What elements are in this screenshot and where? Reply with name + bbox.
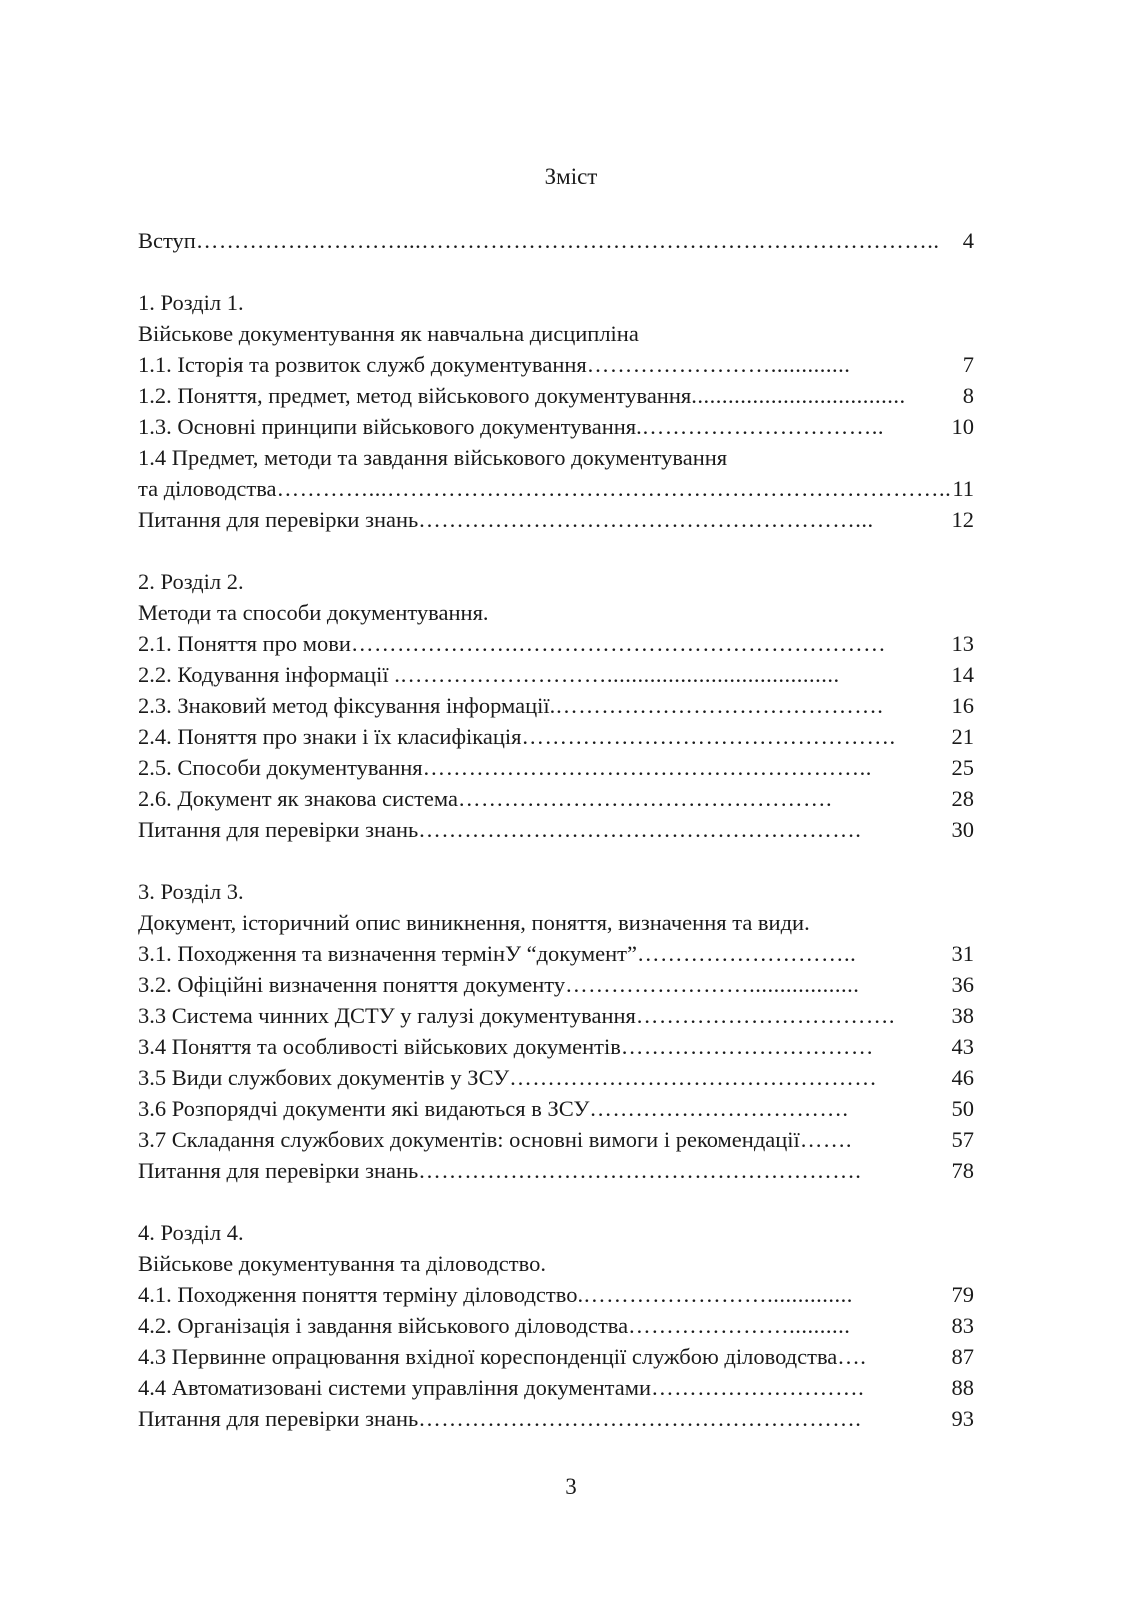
toc-entry-page: 4 xyxy=(962,228,974,253)
toc-entry-title: 3.3 Система чинних ДСТУ у галузі документування xyxy=(138,1003,636,1028)
toc-entry-page: 57 xyxy=(951,1127,974,1152)
toc-entry-page: 25 xyxy=(951,755,974,780)
toc-entry-dots: ................................... xyxy=(691,383,906,408)
toc-entry-dots: ………………………………………… xyxy=(509,1065,878,1090)
toc-entry-page: 88 xyxy=(951,1375,974,1400)
toc-entry-dots: …………………………………………………... xyxy=(418,507,874,532)
section-subtitle: Військове документування та діловодство. xyxy=(138,1251,546,1276)
toc-entry-dots: ………………………….. xyxy=(641,414,885,439)
toc-entry-title: Питання для перевірки знань xyxy=(138,1158,419,1183)
toc-entry-dots: …………………….............. xyxy=(583,1282,853,1307)
toc-entry-page: 30 xyxy=(951,817,974,842)
section-spacer xyxy=(138,845,974,876)
toc-entry-page: 10 xyxy=(951,414,974,439)
toc-entry xyxy=(138,628,974,659)
toc-entry-dots: ………………………. xyxy=(651,1375,865,1400)
toc-entry-dots: ……………………….. xyxy=(636,941,857,966)
toc-entry-title: 2.3. Знаковий метод фіксування інформації. xyxy=(138,693,556,718)
toc-entry-page: 8 xyxy=(962,383,974,408)
toc-entry xyxy=(138,411,974,442)
toc-entry-dots: ………………………...................................... xyxy=(399,662,840,687)
toc-entry-page: 83 xyxy=(951,1313,974,1338)
toc-entry xyxy=(138,690,974,721)
toc-entry-dots: …………………………………………………. xyxy=(418,1158,862,1183)
toc-entry-title: 3.7 Складання службових документів: основні вимоги і рекомендації xyxy=(138,1127,800,1152)
toc-entry-dots: …………………………………………………. xyxy=(418,1406,862,1431)
toc-entry-title: 4.4 Автоматизовані системи управління документами xyxy=(138,1375,652,1400)
toc-entry-page: 28 xyxy=(951,786,974,811)
toc-entry-title: 3.6 Розпорядчі документи які видаються в ЗСУ xyxy=(138,1096,590,1121)
toc-entry-title: 1.4 Предмет, методи та завдання військового документування xyxy=(138,445,728,470)
toc-entry xyxy=(138,1000,974,1031)
toc-entry-title: Питання для перевірки знань xyxy=(138,507,419,532)
toc-entry xyxy=(138,1155,974,1186)
toc-entry-title: 2.2. Кодування інформації . xyxy=(138,662,400,687)
toc-entry xyxy=(138,783,974,814)
toc-entry-page: 87 xyxy=(951,1344,974,1369)
toc-entry-dots: ………………….......... xyxy=(628,1313,851,1338)
toc-entry-dots: ……………………............. xyxy=(586,352,851,377)
toc-entry-dots: ……………………………………. xyxy=(555,693,884,718)
toc-entry-dots: …. xyxy=(837,1344,867,1369)
section-subtitle: Методи та способи документування. xyxy=(138,600,489,625)
toc-entry-title: 4.3 Первинне опрацювання вхідної кореспонденції службою діловодства xyxy=(138,1344,838,1369)
toc-entry xyxy=(138,1093,974,1124)
toc-entry-title: 3.5 Види службових документів у ЗСУ xyxy=(138,1065,510,1090)
toc-entry-dots: …………………………………………………. xyxy=(418,817,862,842)
page-title: Зміст xyxy=(544,164,598,189)
toc-entry xyxy=(138,969,974,1000)
toc-entry-page: 93 xyxy=(951,1406,974,1431)
toc-entry-title: 4.2. Організація і завдання військового діловодства xyxy=(138,1313,629,1338)
toc-entry xyxy=(138,1124,974,1155)
toc-entry xyxy=(138,1062,974,1093)
toc-entry-dots: …………………………………………. xyxy=(457,786,833,811)
section-heading: 3. Розділ 3. xyxy=(138,879,244,904)
section-spacer xyxy=(138,1186,974,1217)
toc-entry-title: Питання для перевірки знань xyxy=(138,817,419,842)
toc-entry-dots: ………………………...………………………………………………………….. xyxy=(195,228,940,253)
section-heading: 4. Розділ 4. xyxy=(138,1220,244,1245)
toc-entry xyxy=(138,659,974,690)
section-spacer xyxy=(138,256,974,287)
toc-entry-title: 3.2. Офіційні визначення поняття документу xyxy=(138,972,566,997)
toc-entry xyxy=(138,1372,974,1403)
toc-entry xyxy=(138,442,974,473)
table-of-contents xyxy=(138,225,974,1434)
toc-entry xyxy=(138,504,974,535)
toc-entry xyxy=(138,380,974,411)
toc-entry-page: 46 xyxy=(951,1065,974,1090)
toc-entry-dots: …………………………… xyxy=(620,1034,874,1059)
toc-entry-title: Вступ xyxy=(138,228,196,253)
toc-entry-intro xyxy=(138,225,974,256)
toc-entry xyxy=(138,938,974,969)
section-subtitle: Документ, історичний опис виникнення, поняття, визначення та види. xyxy=(138,910,810,935)
toc-entry-title: 1.3. Основні принципи військового документування. xyxy=(138,414,642,439)
toc-entry-page: 11 xyxy=(952,476,974,501)
section-heading: 2. Розділ 2. xyxy=(138,569,244,594)
toc-entry xyxy=(138,814,974,845)
toc-entry-page: 38 xyxy=(951,1003,974,1028)
toc-entry-title: 3.1. Походження та визначення термінУ “документ” xyxy=(138,941,637,966)
toc-entry-page: 79 xyxy=(951,1282,974,1307)
toc-entry xyxy=(138,752,974,783)
toc-entry xyxy=(138,1403,974,1434)
toc-entry xyxy=(138,721,974,752)
toc-entry xyxy=(138,473,974,504)
toc-entry xyxy=(138,1341,974,1372)
toc-entry-page: 31 xyxy=(951,941,974,966)
toc-entry xyxy=(138,1031,974,1062)
toc-entry-title: 3.4 Поняття та особливості військових документів xyxy=(138,1034,621,1059)
toc-entry-page: 78 xyxy=(951,1158,974,1183)
toc-entry xyxy=(138,1279,974,1310)
toc-entry-page: 14 xyxy=(951,662,974,687)
toc-entry-title: 2.6. Документ як знакова система xyxy=(138,786,458,811)
toc-entry-dots: …………………….................. xyxy=(565,972,860,997)
toc-entry-title: 2.4. Поняття про знаки і їх класифікація xyxy=(138,724,522,749)
toc-sections xyxy=(138,256,974,1434)
toc-entry-page: 13 xyxy=(951,631,974,656)
toc-entry-dots: ………………….………………………………………… xyxy=(350,631,887,656)
toc-entry-dots: ……. xyxy=(799,1127,852,1152)
toc-entry-title: 1.2. Поняття, предмет, метод військового документування xyxy=(138,383,692,408)
section-heading: 1. Розділ 1. xyxy=(138,290,244,315)
toc-entry-page: 50 xyxy=(951,1096,974,1121)
toc-entry-dots: ……………………………. xyxy=(589,1096,849,1121)
toc-entry-title: та діловодства xyxy=(138,476,277,501)
toc-entry-dots: ………………………………………………….. xyxy=(422,755,872,780)
toc-entry xyxy=(138,1310,974,1341)
toc-entry-dots: …………...……………………………………………………………….. xyxy=(276,476,952,501)
toc-entry-title: 2.1. Поняття про мови xyxy=(138,631,351,656)
section-spacer xyxy=(138,535,974,566)
toc-entry-page: 21 xyxy=(951,724,974,749)
toc-entry-title: Питання для перевірки знань xyxy=(138,1406,419,1431)
toc-entry-page: 12 xyxy=(951,507,974,532)
toc-entry-dots: ……………………………. xyxy=(635,1003,896,1028)
toc-entry-page: 7 xyxy=(962,352,974,377)
toc-entry-title: 4.1. Походження поняття терміну діловодство. xyxy=(138,1282,584,1307)
toc-entry-page: 36 xyxy=(951,972,974,997)
toc-entry-title: 1.1. Історія та розвиток служб документування xyxy=(138,352,587,377)
toc-entry-title: 2.5. Способи документування xyxy=(138,755,423,780)
section-subtitle: Військове документування як навчальна дисципліна xyxy=(138,321,639,346)
page-number: 3 xyxy=(565,1474,577,1499)
toc-entry xyxy=(138,349,974,380)
toc-entry-dots: …………………………………………. xyxy=(521,724,896,749)
toc-entry-page: 43 xyxy=(951,1034,974,1059)
toc-entry-page: 16 xyxy=(951,693,974,718)
